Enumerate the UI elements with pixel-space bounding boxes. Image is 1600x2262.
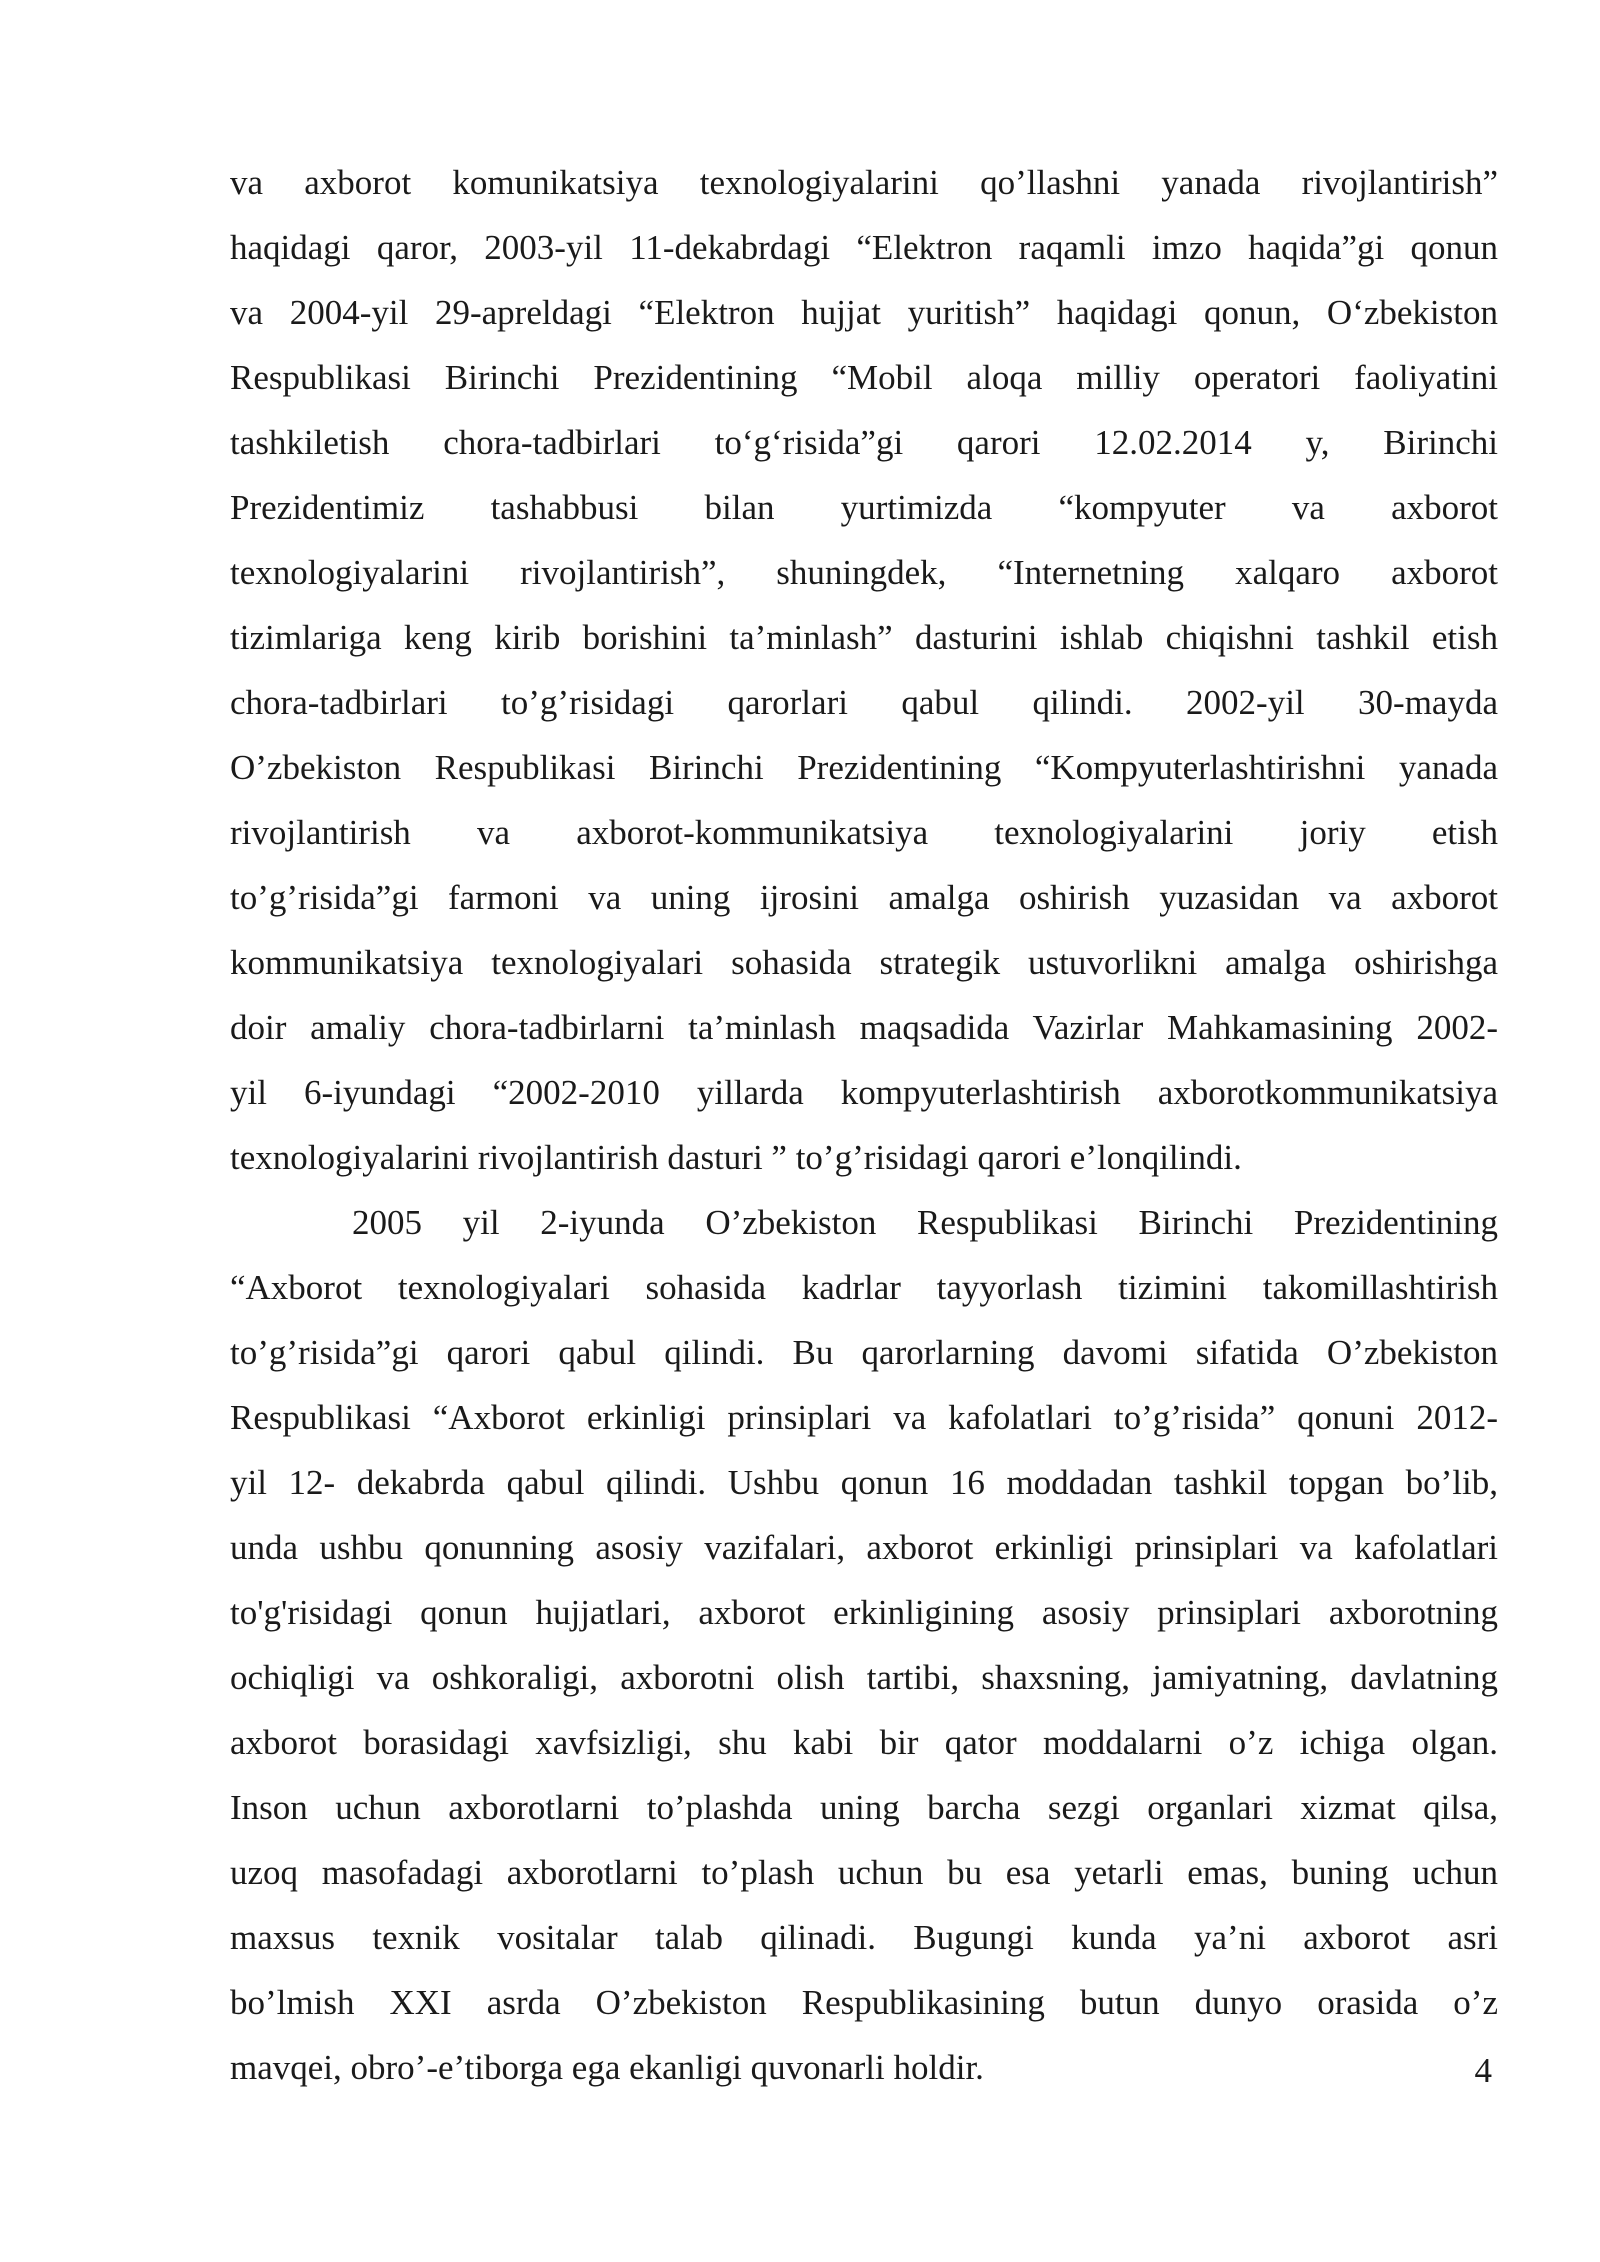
text-line: Inson uchun axborotlarni to’plashda uning barcha sezgi organlari xizmat qilsa, [230,1788,1498,1827]
text-line: bo’lmish XXI asrda O’zbekiston Respublikasining butun dunyo orasida o’z [230,1983,1498,2022]
text-line: haqidagi qaror, 2003-yil 11-dekabrdagi “Elektron raqamli imzo haqida”gi qonun [230,228,1498,267]
text-line: to'g'risidagi qonun hujjatlari, axborot erkinligining asosiy prinsiplari axborotning [230,1593,1498,1632]
text-line: rivojlantirish va axborot-kommunikatsiya texnologiyalarini joriy etish [230,813,1498,852]
text-line: Respublikasi “Axborot erkinligi prinsiplari va kafolatlari to’g’risida” qonuni 2012- [230,1398,1498,1437]
paragraph-first-line: 2005 yil 2-iyunda O’zbekiston Respublikasi Birinchi Prezidentining [352,1203,1498,1242]
text-line: tizimlariga keng kirib borishini ta’minlash” dasturini ishlab chiqishni tashkil etish [230,618,1498,657]
text-line: ochiqligi va oshkoraligi, axborotni olish tartibi, shaxsning, jamiyatning, davlatning [230,1658,1498,1697]
paragraph-last-line: texnologiyalarini rivojlantirish dasturi ” to’g’risidagi qarori e’lonqilindi. [230,1138,1242,1177]
text-line: yil 12- dekabrda qabul qilindi. Ushbu qonun 16 moddadan tashkil topgan bo’lib, [230,1463,1498,1502]
text-line: to’g’risida”gi qarori qabul qilindi. Bu qarorlarning davomi sifatida O’zbekiston [230,1333,1498,1372]
text-line: chora-tadbirlari to’g’risidagi qarorlari qabul qilindi. 2002-yil 30-mayda [230,683,1498,722]
text-line: Prezidentimiz tashabbusi bilan yurtimizda “kompyuter va axborot [230,488,1498,527]
text-line: va axborot komunikatsiya texnologiyalarini qo’llashni yanada rivojlantirish” [230,163,1498,202]
text-line: doir amaliy chora-tadbirlarni ta’minlash maqsadida Vazirlar Mahkamasining 2002- [230,1008,1498,1047]
text-line: unda ushbu qonunning asosiy vazifalari, axborot erkinligi prinsiplari va kafolatlari [230,1528,1498,1567]
text-line: texnologiyalarini rivojlantirish”, shuningdek, “Internetning xalqaro axborot [230,553,1498,592]
text-line: kommunikatsiya texnologiyalari sohasida strategik ustuvorlikni amalga oshirishga [230,943,1498,982]
text-line: axborot borasidagi xavfsizligi, shu kabi bir qator moddalarni o’z ichiga olgan. [230,1723,1498,1762]
text-line: uzoq masofadagi axborotlarni to’plash uchun bu esa yetarli emas, buning uchun [230,1853,1498,1892]
text-line: yil 6-iyundagi “2002-2010 yillarda kompyuterlashtirish axborotkommunikatsiya [230,1073,1498,1112]
page-number: 4 [1474,2051,1492,2090]
body-text [230,150,1498,2100]
text-line: “Axborot texnologiyalari sohasida kadrlar tayyorlash tizimini takomillashtirish [230,1268,1498,1307]
text-line: tashkiletish chora-tadbirlari to‘g‘risida”gi qarori 12.02.2014 y, Birinchi [230,423,1498,462]
text-line: va 2004-yil 29-apreldagi “Elektron hujjat yuritish” haqidagi qonun, O‘zbekiston [230,293,1498,332]
text-line: to’g’risida”gi farmoni va uning ijrosini amalga oshirish yuzasidan va axborot [230,878,1498,917]
paragraph-last-line: mavqei, obro’-e’tiborga ega ekanligi quvonarli holdir. [230,2048,984,2087]
text-line: O’zbekiston Respublikasi Birinchi Prezidentining “Kompyuterlashtirishni yanada [230,748,1498,787]
text-line: Respublikasi Birinchi Prezidentining “Mobil aloqa milliy operatori faoliyatini [230,358,1498,397]
text-line: maxsus texnik vositalar talab qilinadi. Bugungi kunda ya’ni axborot asri [230,1918,1498,1957]
